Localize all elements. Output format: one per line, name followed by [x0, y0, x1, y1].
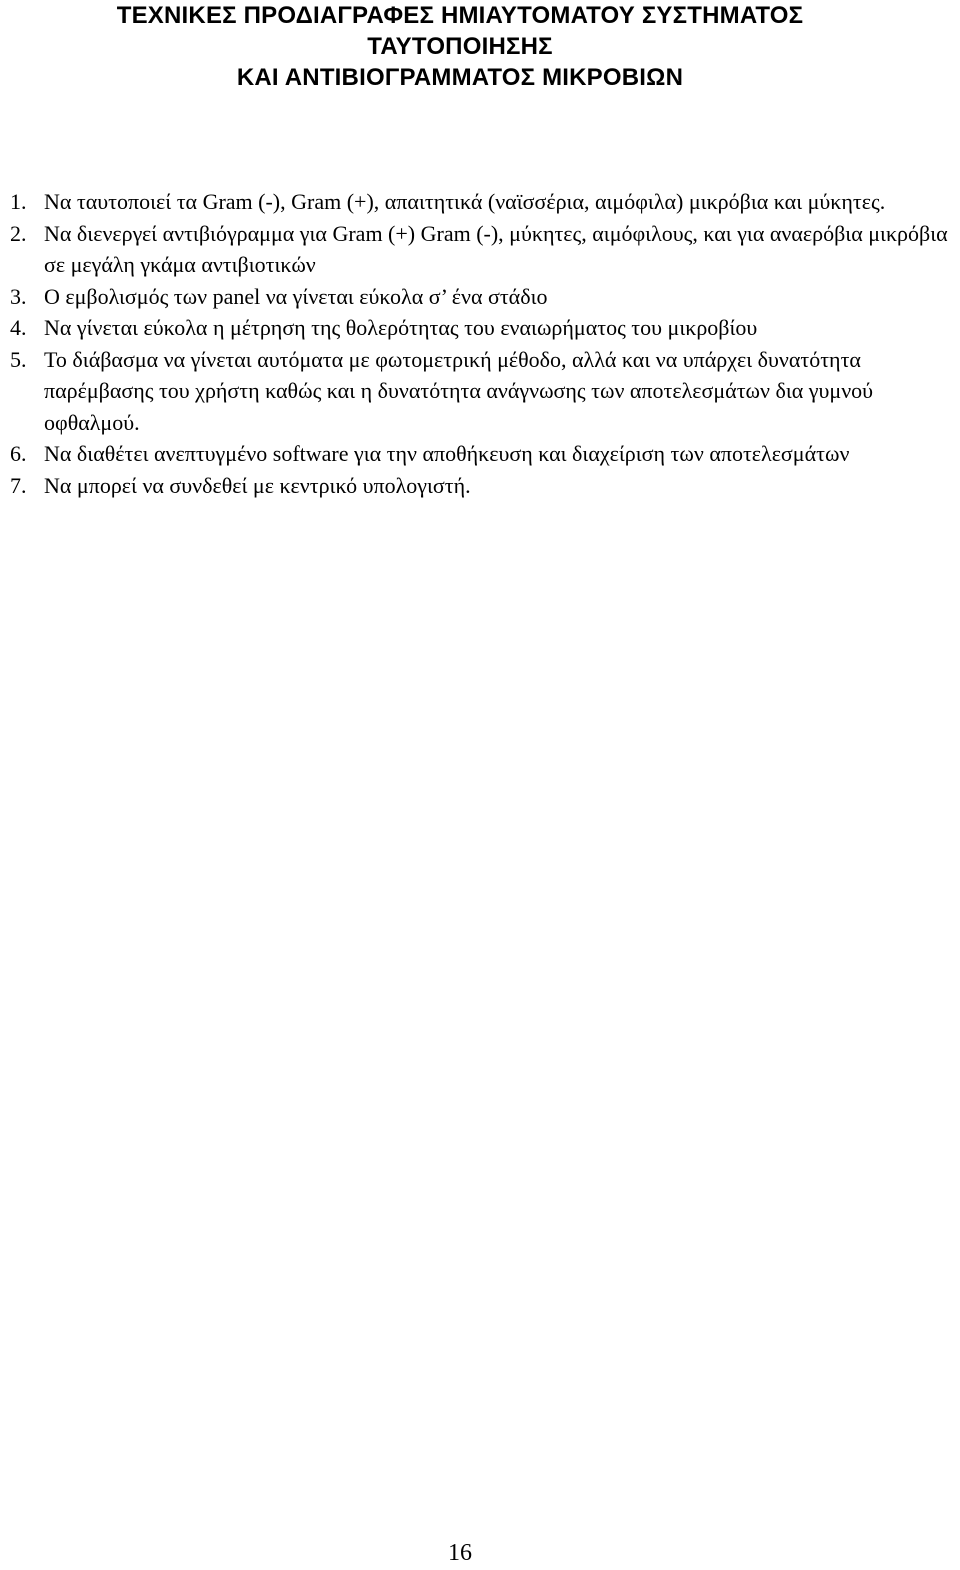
requirement-text: Να μπορεί να συνδεθεί με κεντρικό υπολογιστή.	[44, 472, 471, 498]
requirement-number: 4.	[10, 315, 27, 340]
requirement-number: 3.	[10, 283, 27, 309]
requirement-text: Το διάβασμα να γίνεται αυτόματα με φωτομετρική μέθοδο, αλλά και να υπάρχει δυνατότητα παρέμβασης του χρήστη καθώς και η δυνατότητα ανάγνωσης των αποτελεσμάτων δια γυμνού οφθαλμού.	[44, 346, 874, 435]
requirement-text: Να ταυτοποιεί τα Gram (-), Gram (+), απαιτητικά (ναϊσσέρια, αιμόφιλα) μικρόβια και μύκητες.	[44, 189, 886, 214]
requirement-text: Να διαθέτει ανεπτυγμένο software για την αποθήκευση και διαχείριση των αποτελεσμάτων	[44, 441, 850, 466]
document-title	[0, 0, 920, 93]
requirement-item	[10, 438, 955, 470]
requirement-number: 5.	[10, 346, 27, 372]
requirement-text: Ο εμβολισμός των panel να γίνεται εύκολα σ’ ένα στάδιο	[44, 283, 548, 309]
requirement-number: 7.	[10, 472, 27, 498]
requirement-text: Να γίνεται εύκολα η μέτρηση της θολερότητας του εναιωρήματος του μικροβίου	[44, 315, 758, 340]
requirement-item	[10, 186, 955, 218]
requirement-item	[10, 312, 955, 344]
requirement-item	[10, 218, 955, 281]
title-line: ΤΕΧΝΙΚΕΣ ΠΡΟΔΙΑΓΡΑΦΕΣ ΗΜΙΑΥΤΟΜΑΤΟΥ ΣΥΣΤΗΜΑΤΟΣ	[116, 2, 804, 29]
page-number: 16	[448, 1540, 472, 1566]
requirements-list	[10, 186, 955, 501]
requirement-item	[10, 470, 955, 502]
requirement-number: 2.	[10, 220, 27, 246]
requirement-number: 1.	[10, 189, 27, 214]
requirement-item	[10, 281, 955, 313]
title-line: ΚΑΙ ΑΝΤΙΒΙΟΓΡΑΜΜΑΤΟΣ ΜΙΚΡΟΒΙΩΝ	[236, 64, 684, 91]
requirement-number: 6.	[10, 441, 27, 466]
requirement-item	[10, 344, 955, 439]
title-line: ΤΑΥΤΟΠΟΙΗΣΗΣ	[367, 33, 553, 60]
requirement-text: Να διενεργεί αντιβιόγραμμα για Gram (+) Gram (-), μύκητες, αιμόφιλους, και για αναερόβια μικρόβια σε μεγάλη γκάμα αντιβιοτικών	[44, 220, 948, 277]
